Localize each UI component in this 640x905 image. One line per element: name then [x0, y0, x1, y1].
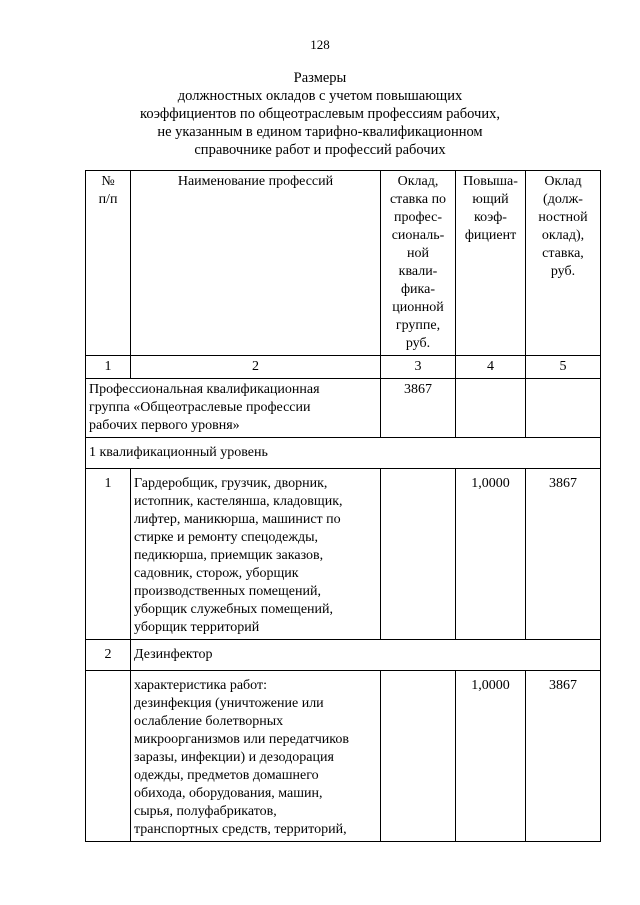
level-row	[86, 438, 601, 469]
header-line: Повыша-	[463, 174, 518, 189]
row-name: Дезинфектор	[131, 640, 601, 671]
group-line: группа «Общеотраслевые профессии	[89, 400, 311, 415]
header-line: квали-	[398, 264, 438, 279]
name-line: педикюрша, приемщик заказов,	[134, 548, 324, 563]
header-line: коэф-	[474, 210, 507, 225]
name-line: характеристика работ:	[134, 678, 267, 693]
name-line: Гардеробщик, грузчик, дворник,	[134, 476, 328, 491]
group-line: рабочих первого уровня»	[89, 418, 240, 433]
header-line: сиональ-	[391, 228, 445, 243]
header-name	[131, 171, 381, 356]
row-num: 2	[86, 640, 131, 671]
header-line: ностной	[538, 210, 588, 225]
name-line: сырья, полуфабрикатов,	[134, 804, 277, 819]
header-line: ставка,	[542, 246, 584, 261]
header-line: ной	[407, 246, 429, 261]
column-number-row	[86, 356, 601, 379]
empty-cell	[86, 671, 131, 842]
row-salary: 3867	[526, 469, 601, 640]
group-name	[86, 379, 381, 438]
title-line: коэффициентов по общеотраслевым профессиям рабочих,	[140, 106, 500, 122]
name-line: одежды, предметов домашнего	[134, 768, 319, 783]
row-coef: 1,0000	[456, 671, 526, 842]
header-line: руб.	[550, 264, 576, 279]
name-line: заразы, инфекции) и дезодорация	[134, 750, 334, 765]
column-number: 1	[86, 356, 131, 379]
header-line: ставка по	[389, 192, 447, 207]
name-line: стирке и ремонту спецодежды,	[134, 530, 319, 545]
row-description	[131, 671, 381, 842]
column-number: 5	[526, 356, 601, 379]
group-row	[86, 379, 601, 438]
name-line: ослабление болетворных	[134, 714, 284, 729]
empty-cell	[381, 671, 456, 842]
document-title	[0, 69, 640, 159]
header-line: ющий	[472, 192, 509, 207]
name-line: транспортных средств, территорий,	[134, 822, 347, 837]
column-number: 2	[131, 356, 381, 379]
header-line: п/п	[98, 192, 118, 207]
empty-cell	[456, 379, 526, 438]
header-salary-group	[381, 171, 456, 356]
header-num	[86, 171, 131, 356]
name-line: уборщик территорий	[134, 620, 260, 635]
table-row	[86, 671, 601, 842]
header-line: ционной	[392, 300, 444, 315]
header-line: Оклад,	[397, 174, 439, 189]
table-header-row	[86, 171, 601, 356]
name-line: обихода, оборудования, машин,	[134, 786, 323, 801]
empty-cell	[526, 379, 601, 438]
header-coef	[456, 171, 526, 356]
table-row	[86, 640, 601, 671]
column-number: 4	[456, 356, 526, 379]
row-name	[131, 469, 381, 640]
name-line: уборщик служебных помещений,	[134, 602, 334, 617]
row-num: 1	[86, 469, 131, 640]
name-line: истопник, кастелянша, кладовщик,	[134, 494, 343, 509]
salary-table	[85, 170, 601, 842]
group-line: Профессиональная квалификационная	[89, 382, 320, 397]
header-line: Наименование профессий	[177, 174, 334, 189]
empty-cell	[381, 469, 456, 640]
column-number: 3	[381, 356, 456, 379]
row-salary: 3867	[526, 671, 601, 842]
header-line: Оклад	[544, 174, 582, 189]
table-row	[86, 469, 601, 640]
title-line: не указанным в едином тарифно-квалификационном	[157, 124, 483, 140]
header-line: оклад),	[541, 228, 585, 243]
title-line: должностных окладов с учетом повышающих	[177, 88, 463, 104]
header-line: №	[101, 174, 115, 189]
header-line: профес-	[393, 210, 442, 225]
row-coef: 1,0000	[456, 469, 526, 640]
title-line: справочнике работ и профессий рабочих	[194, 142, 446, 158]
name-line: садовник, сторож, уборщик	[134, 566, 299, 581]
header-salary	[526, 171, 601, 356]
header-line: группе,	[395, 318, 441, 333]
name-line: производственных помещений,	[134, 584, 321, 599]
group-salary: 3867	[381, 379, 456, 438]
level-name: 1 квалификационный уровень	[86, 438, 601, 469]
page-number: 128	[310, 37, 330, 52]
name-line: дезинфекция (уничтожение или	[134, 696, 324, 711]
header-line: руб.	[405, 336, 431, 351]
title-line: Размеры	[293, 70, 347, 86]
header-line: фика-	[400, 282, 436, 297]
header-line: фициент	[464, 228, 517, 243]
header-line: (долж-	[543, 192, 583, 207]
name-line: лифтер, маникюрша, машинист по	[134, 512, 341, 527]
name-line: микроорганизмов или передатчиков	[134, 732, 349, 747]
